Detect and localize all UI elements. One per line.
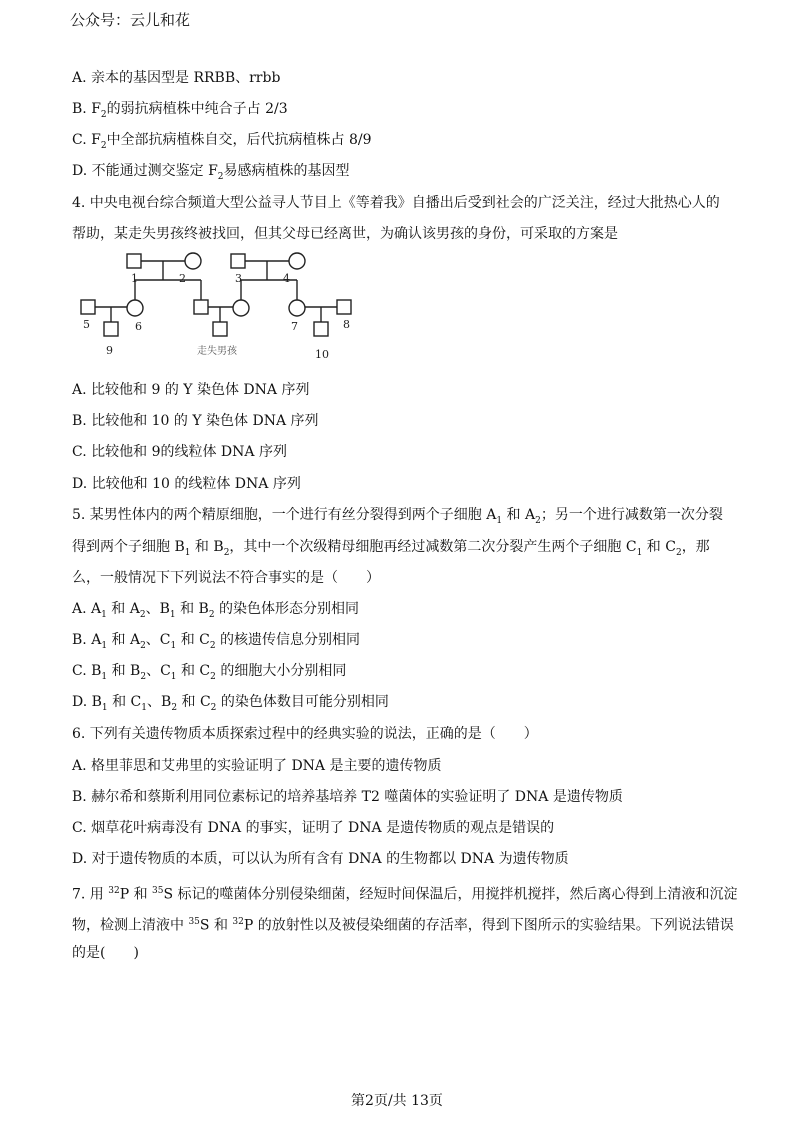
pedigree-label-8: 8 [343,318,350,331]
q3-option-d: D. 不能通过测交鉴定 $F_2$易感病植株的基因型 [72,163,350,182]
q7-stem-line2: 物，检测上清液中 $^{35}$S 和 $^{32}$P 的放射性以及被侵染细菌的存活率，得到下图所示的实验结果。下列说法错误 [72,917,734,934]
page-header: 公众号：云儿和花 [70,11,191,29]
pedigree-individual-5 [81,300,95,314]
q4-option-b: B. 比较他和 10 的 Y 染色体 DNA 序列 [72,413,319,429]
pedigree-label-3: 3 [235,272,242,285]
pedigree-label-10: 10 [315,348,329,361]
q5-option-a: A. $A_1$ 和 $A_2$、$B_1$ 和 $B_2$ 的染色体形态分别相同 [72,601,360,620]
pedigree-individual-9 [104,322,118,336]
pedigree-label-2: 2 [179,272,186,285]
pedigree-individual-10 [314,322,328,336]
q5-option-b: B. $A_1$ 和 $A_2$、$C_1$ 和 $C_2$ 的核遗传信息分别相同 [72,632,361,651]
q6-option-a: A. 格里菲思和艾弗里的实验证明了 DNA 是主要的遗传物质 [72,758,442,774]
pedigree-caption-lost-boy: 走失男孩 [197,346,237,357]
pedigree-individual-1 [127,254,141,268]
q6-option-c: C. 烟草花叶病毒没有 DNA 的事实，证明了 DNA 是遗传物质的观点是错误的 [72,820,555,836]
q4-option-c: C. 比较他和 9的线粒体 DNA 序列 [72,444,287,460]
q6-option-b: B. 赫尔希和蔡斯利用同位素标记的培养基培养 T2 噬菌体的实验证明了 DNA 是遗传物质 [72,789,623,805]
q5-stem-line2: 得到两个子细胞 $B_1$ 和 $B_2$，其中一个次级精母细胞再经过减数第二次分裂产生两个子细胞 $C_1$ 和 $C_2$，那 [72,539,710,558]
q4-stem-line1: 4. 中央电视台综合频道大型公益寻人节目上《等着我》自播出后受到社会的广泛关注，经过大批热心人的 [72,195,720,211]
pedigree-father [194,300,208,314]
q5-option-c: C. $B_1$ 和 $B_2$、$C_1$ 和 $C_2$ 的细胞大小分别相同 [72,663,347,682]
pedigree-label-5: 5 [83,318,90,331]
pedigree-individual-2 [185,253,201,269]
q7-stem-line3: 的是( ) [72,945,139,961]
q6-stem: 6. 下列有关遗传物质本质探索过程中的经典实验的说法，正确的是（ ） [72,726,538,742]
q5-stem-line3: 么，一般情况下下列说法不符合事实的是（ ） [72,570,380,586]
q5-stem-line1: 5. 某男性体内的两个精原细胞，一个进行有丝分裂得到两个子细胞 $A_1$ 和 $A_2$；另一个进行减数第一次分裂 [72,507,723,526]
q4-stem-line2: 帮助，某走失男孩终被找回，但其父母已经离世，为确认该男孩的身份，可采取的方案是 [72,226,618,242]
pedigree-label-7: 7 [291,320,298,333]
q3-option-b: B. $F_2$的弱抗病植株中纯合子占 2/3 [72,101,288,120]
q7-stem-line1: 7. 用 $^{32}$P 和 $^{35}$S 标记的噬菌体分别侵染细菌，经短时间保温后，用搅拌机搅拌，然后离心得到上清液和沉淀 [72,886,738,903]
pedigree-diagram [75,250,365,365]
q6-option-d: D. 对于遗传物质的本质，可以认为所有含有 DNA 的生物都以 DNA 为遗传物质 [72,851,569,867]
pedigree-mother [233,300,249,316]
q4-option-d: D. 比较他和 10 的线粒体 DNA 序列 [72,476,301,492]
pedigree-individual-3 [231,254,245,268]
q4-option-a: A. 比较他和 9 的 Y 染色体 DNA 序列 [72,382,310,398]
pedigree-label-6: 6 [135,320,142,333]
pedigree-individual-8 [337,300,351,314]
pedigree-label-9: 9 [106,344,113,357]
pedigree-individual-6 [127,300,143,316]
q3-option-a: A. 亲本的基因型是 RRBB、rrbb [72,70,281,86]
pedigree-individual-4 [289,253,305,269]
page-footer: 第2页/共 13页 [351,1093,443,1109]
pedigree-label-4: 4 [283,272,290,285]
q3-option-c: C. $F_2$中全部抗病植株自交，后代抗病植株占 8/9 [72,132,372,151]
q5-option-d: D. $B_1$ 和 $C_1$、$B_2$ 和 $C_2$ 的染色体数目可能分别相同 [72,694,389,713]
pedigree-individual-7 [289,300,305,316]
pedigree-label-1: 1 [131,272,138,285]
pedigree-lost-boy [213,322,227,336]
